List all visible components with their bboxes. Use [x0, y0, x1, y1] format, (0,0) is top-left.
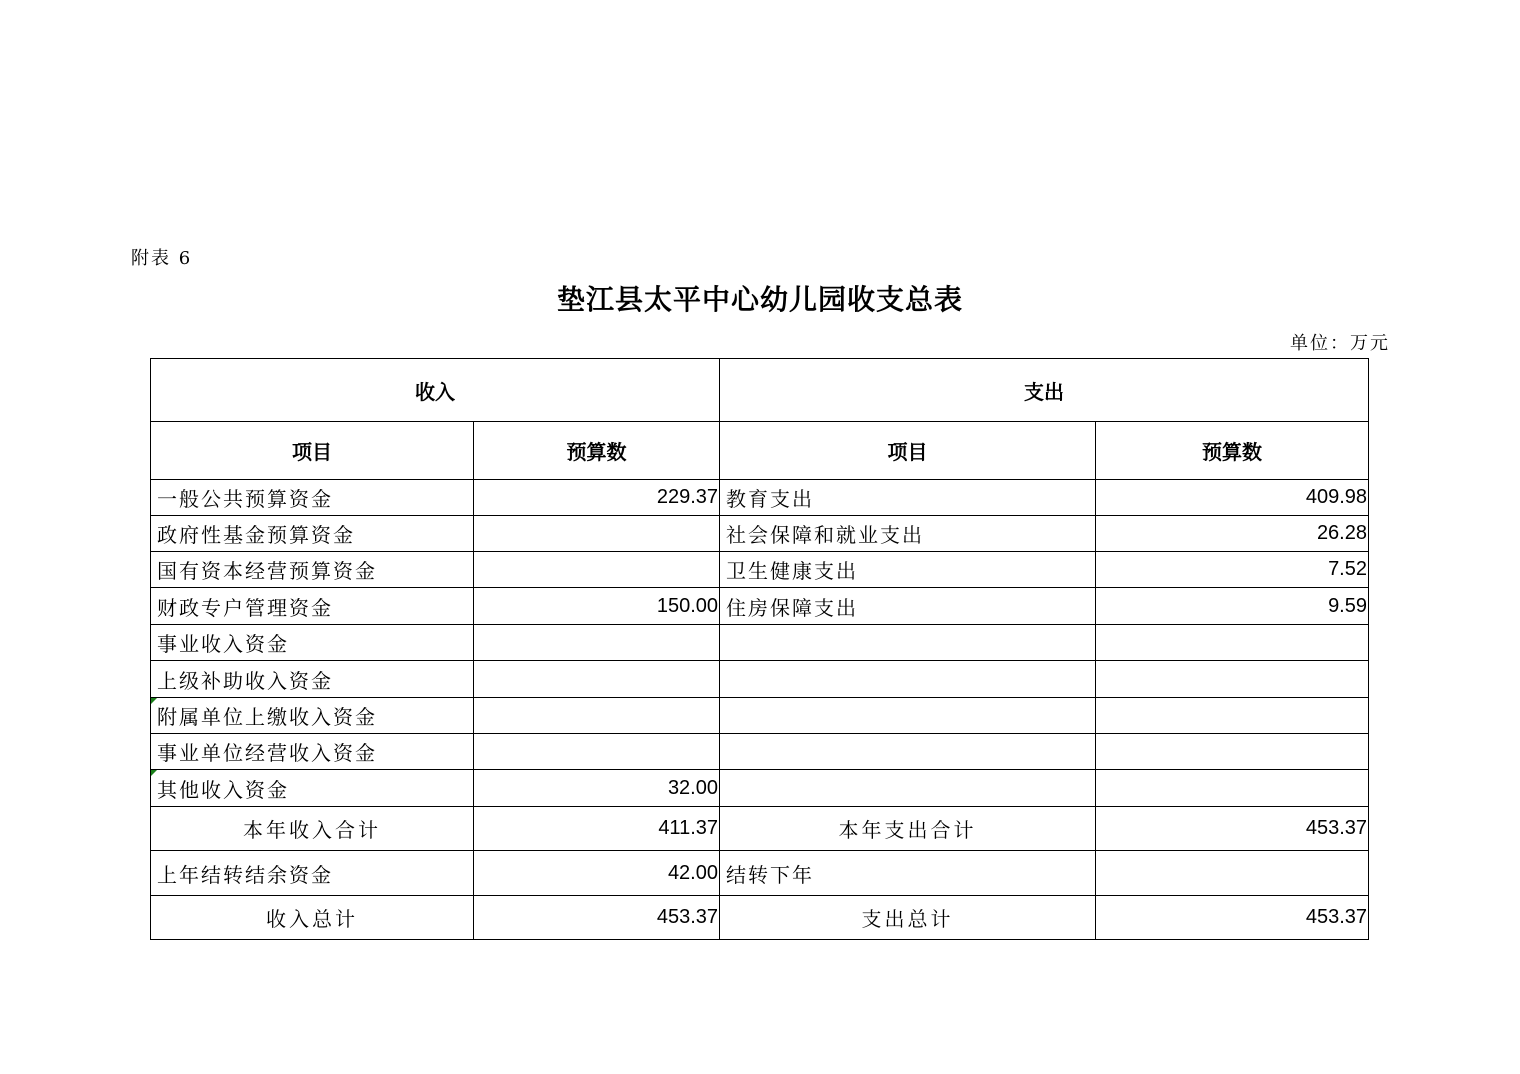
expense-total-label: 支出总计	[720, 896, 1096, 940]
income-item-cell: 一般公共预算资金	[151, 480, 474, 516]
income-item-cell: 财政专户管理资金	[151, 588, 474, 625]
income-item-cell: 其他收入资金	[151, 770, 474, 807]
table-row	[151, 552, 1369, 588]
table-row	[151, 734, 1369, 770]
table-row	[151, 480, 1369, 516]
expense-carryover-value	[1096, 851, 1369, 896]
income-item-cell: 附属单位上缴收入资金	[151, 698, 474, 734]
expense-total-value: 453.37	[1096, 896, 1369, 940]
expense-item-cell: 卫生健康支出	[720, 552, 1096, 588]
expense-value-cell	[1096, 661, 1369, 698]
income-subtotal-value: 411.37	[474, 807, 720, 851]
total-row	[151, 896, 1369, 940]
expense-subtotal-value: 453.37	[1096, 807, 1369, 851]
subtotal-row	[151, 807, 1369, 851]
expense-item-cell: 住房保障支出	[720, 588, 1096, 625]
income-section-header: 收入	[151, 359, 720, 422]
income-expense-table	[150, 358, 1369, 940]
income-value-cell	[474, 734, 720, 770]
expense-item-cell	[720, 770, 1096, 807]
expense-value-cell	[1096, 625, 1369, 661]
income-total-value: 453.37	[474, 896, 720, 940]
income-item-cell: 上级补助收入资金	[151, 661, 474, 698]
income-item-cell: 政府性基金预算资金	[151, 516, 474, 552]
income-value-cell	[474, 661, 720, 698]
expense-subtotal-label: 本年支出合计	[720, 807, 1096, 851]
expense-value-cell: 9.59	[1096, 588, 1369, 625]
table-row	[151, 661, 1369, 698]
column-header-row	[151, 422, 1369, 480]
table-row	[151, 698, 1369, 734]
expense-item-cell	[720, 734, 1096, 770]
table-row	[151, 770, 1369, 807]
income-item-cell: 事业单位经营收入资金	[151, 734, 474, 770]
income-value-cell	[474, 698, 720, 734]
income-total-label: 收入总计	[151, 896, 474, 940]
expense-item-cell	[720, 625, 1096, 661]
expense-budget-column-header: 预算数	[1096, 422, 1369, 480]
document-title: 垫江县太平中心幼儿园收支总表	[556, 283, 963, 316]
attachment-label: 附表 6	[131, 248, 193, 269]
income-item-column-header: 项目	[151, 422, 474, 480]
income-value-cell	[474, 625, 720, 661]
carryover-row	[151, 851, 1369, 896]
table-row	[151, 588, 1369, 625]
income-value-cell: 32.00	[474, 770, 720, 807]
expense-section-header: 支出	[720, 359, 1369, 422]
income-item-cell: 事业收入资金	[151, 625, 474, 661]
expense-value-cell	[1096, 734, 1369, 770]
expense-value-cell: 26.28	[1096, 516, 1369, 552]
expense-item-cell: 社会保障和就业支出	[720, 516, 1096, 552]
income-carryover-label: 上年结转结余资金	[151, 851, 474, 896]
unit-label: 单位：万元	[1290, 333, 1390, 354]
expense-value-cell	[1096, 770, 1369, 807]
income-value-cell	[474, 516, 720, 552]
income-value-cell: 229.37	[474, 480, 720, 516]
expense-item-column-header: 项目	[720, 422, 1096, 480]
income-carryover-value: 42.00	[474, 851, 720, 896]
table-row	[151, 516, 1369, 552]
expense-item-cell	[720, 661, 1096, 698]
table-row	[151, 625, 1369, 661]
expense-carryover-label: 结转下年	[720, 851, 1096, 896]
income-subtotal-label: 本年收入合计	[151, 807, 474, 851]
expense-value-cell: 7.52	[1096, 552, 1369, 588]
expense-value-cell: 409.98	[1096, 480, 1369, 516]
income-value-cell	[474, 552, 720, 588]
section-header-row	[151, 359, 1369, 422]
expense-item-cell: 教育支出	[720, 480, 1096, 516]
income-budget-column-header: 预算数	[474, 422, 720, 480]
income-item-cell: 国有资本经营预算资金	[151, 552, 474, 588]
expense-item-cell	[720, 698, 1096, 734]
expense-value-cell	[1096, 698, 1369, 734]
income-value-cell: 150.00	[474, 588, 720, 625]
